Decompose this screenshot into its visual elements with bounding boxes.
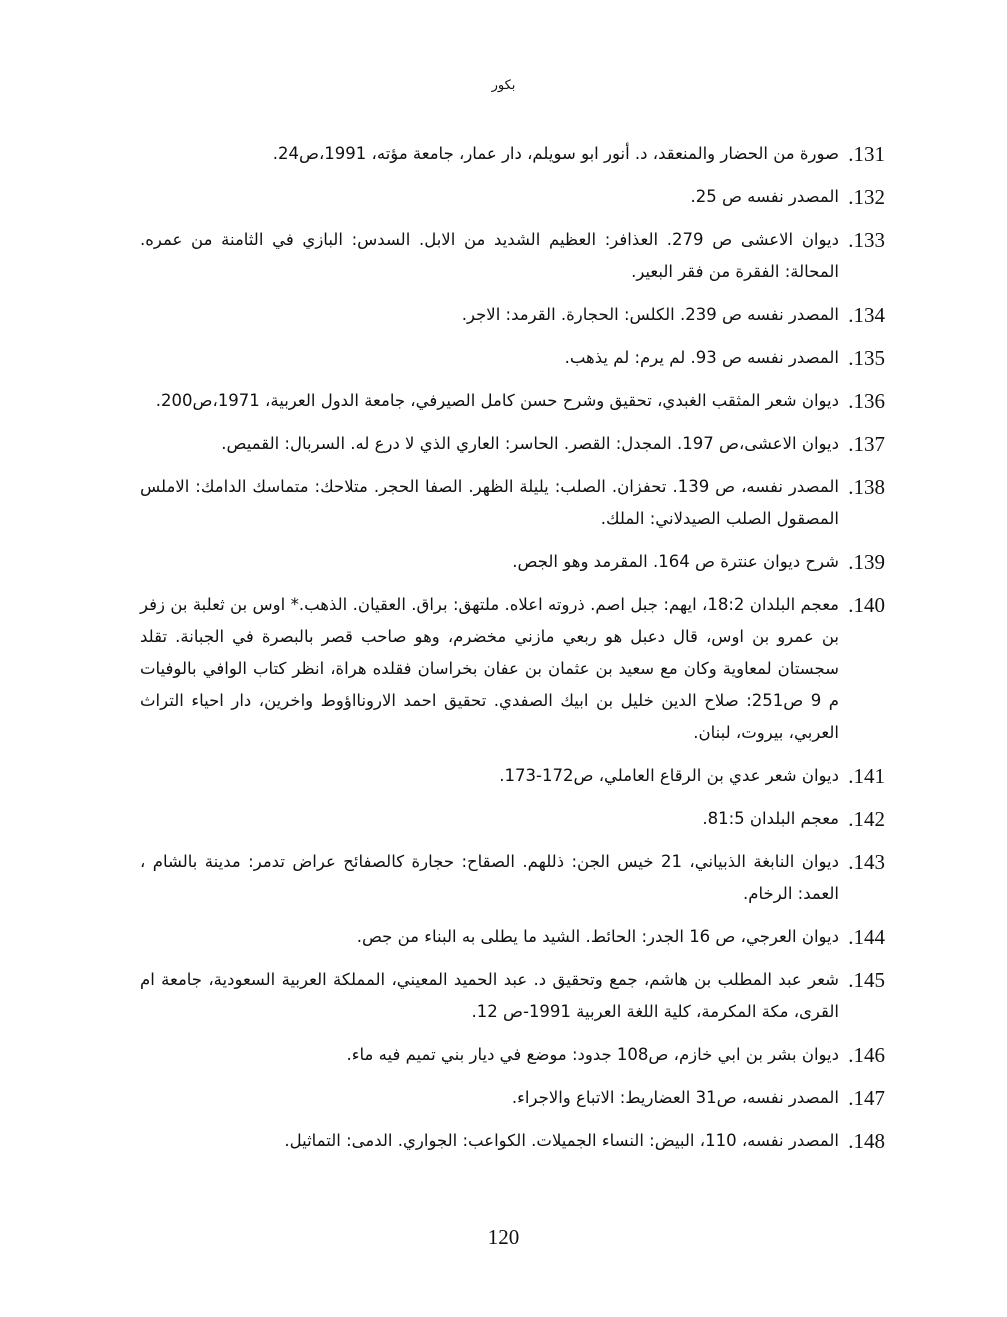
footnote-text: المصدر نفسه ص 93. لم يرم: لم يذهب. <box>564 348 839 367</box>
footnote-number: 133. <box>848 228 885 252</box>
footnote-number: 139. <box>848 550 885 574</box>
footnote-number: 148. <box>848 1129 885 1153</box>
footnote-item <box>140 471 885 535</box>
footnote-text: المصدر نفسه ص 25. <box>690 187 839 206</box>
footnote-number: 132. <box>848 185 885 209</box>
footnote-number: 145. <box>848 968 885 992</box>
page-header: بكور <box>491 78 516 93</box>
footnote-item <box>140 1082 885 1114</box>
footnote-number: 138. <box>848 475 885 499</box>
footnote-number: 144. <box>848 925 885 949</box>
footnote-item <box>140 342 885 374</box>
footnote-text: صورة من الحضار والمنعقد، د. أنور ابو سويلم، دار عمار، جامعة مؤته، 1991،ص24. <box>272 144 839 163</box>
footnote-item <box>140 803 885 835</box>
footnote-text: معجم البلدان 81:5. <box>702 809 839 828</box>
footnote-item <box>140 921 885 953</box>
footnote-number: 135. <box>848 346 885 370</box>
footnote-number: 142. <box>848 807 885 831</box>
footnote-number: 140. <box>848 593 885 617</box>
footnote-number: 131. <box>848 142 885 166</box>
footnote-item <box>140 546 885 578</box>
footnote-item <box>140 299 885 331</box>
footnote-number: 147. <box>848 1086 885 1110</box>
page-number: 120 <box>487 1225 520 1249</box>
footnote-text: ديوان النابغة الذبياني، 21 خيس الجن: ذللهم. الصقاح: حجارة كالصفائح عراض تدمر: مدينة بالشام ، العمد: الرخام. <box>140 852 839 903</box>
footnote-text: ديوان العرجي، ص 16 الجدر: الحائط. الشيد ما يطلى به البناء من جص. <box>356 927 839 946</box>
footnote-text: معجم البلدان 18:2، ايهم: جبل اصم. ذروته اعلاه. ملتهق: براق. العقيان. الذهب.* اوس بن ثعلبة بن زفر بن عمرو بن اوس، قال دعبل هو ربعي مازني مخضرم، وهو صاحب قصر بالبصرة في الجبانة. تقلد سجستان لمعاوية وكان مع سعيد بن عثمان بن عفان بخراسان فقلده هراة، انظر كتاب الوافي بالوفيات م 9 ص251: صلاح الدين خليل بن ابيك الصفدي. تحقيق احمد الارونااؤوط واخرين، دار احياء التراث العربي، بيروت، لبنان. <box>140 595 839 742</box>
footnote-text: ديوان الاعشى،ص 197. المجدل: القصر. الحاسر: العاري الذي لا درع له. السربال: القميص. <box>221 434 839 453</box>
footnote-number: 136. <box>848 389 885 413</box>
footnote-item <box>140 846 885 910</box>
footnote-number: 143. <box>848 850 885 874</box>
footnote-item <box>140 385 885 417</box>
footnote-item <box>140 760 885 792</box>
footnote-text: شرح ديوان عنترة ص 164. المقرمد وهو الجص. <box>512 552 839 571</box>
footnote-text: ديوان الاعشى ص 279. العذافر: العظيم الشديد من الابل. السدس: البازي في الثامنة من عمره. المحالة: الفقرة من فقر البعير. <box>140 230 839 281</box>
footnote-text: ديوان شعر المثقب الغبدي، تحقيق وشرح حسن كامل الصيرفي، جامعة الدول العربية، 1971،ص200. <box>155 391 839 410</box>
footnote-text: المصدر نفسه ص 239. الكلس: الحجارة. القرمد: الاجر. <box>461 305 839 324</box>
footnote-text: ديوان شعر عدي بن الرقاع العاملي، ص172-173. <box>499 766 839 785</box>
footnote-item <box>140 138 885 170</box>
footnote-text: ديوان بشر بن ابي خازم، ص108 جدود: موضع في ديار بني تميم فيه ماء. <box>346 1045 839 1064</box>
footnote-text: شعر عبد المطلب بن هاشم، جمع وتحقيق د. عبد الحميد المعيني، المملكة العربية السعودية، جامعة ام القرى، مكة المكرمة، كلية اللغة العربية 1991-ص 12. <box>140 970 839 1021</box>
footnote-item <box>140 428 885 460</box>
footnote-text: المصدر نفسه، ص 139. تحفزان. الصلب: يليلة الظهر. الصفا الحجر. متلاحك: متماسك الدامك: الاملس المصقول الصلب الصيدلاني: الملك. <box>140 477 839 528</box>
footnote-item <box>140 964 885 1028</box>
footnotes-list <box>140 138 885 1168</box>
footnote-number: 141. <box>848 764 885 788</box>
footnote-item <box>140 181 885 213</box>
footnote-item <box>140 1039 885 1071</box>
footnote-number: 146. <box>848 1043 885 1067</box>
footnote-number: 137. <box>848 432 885 456</box>
footnote-item <box>140 1125 885 1157</box>
footnote-text: المصدر نفسه، 110، البيض: النساء الجميلات. الكواعب: الجواري. الدمى: التماثيل. <box>284 1131 839 1150</box>
footnote-item <box>140 224 885 288</box>
footnote-number: 134. <box>848 303 885 327</box>
footnote-text: المصدر نفسه، ص31 العضاريط: الاتباع والاجراء. <box>511 1088 839 1107</box>
footnote-item <box>140 589 885 749</box>
